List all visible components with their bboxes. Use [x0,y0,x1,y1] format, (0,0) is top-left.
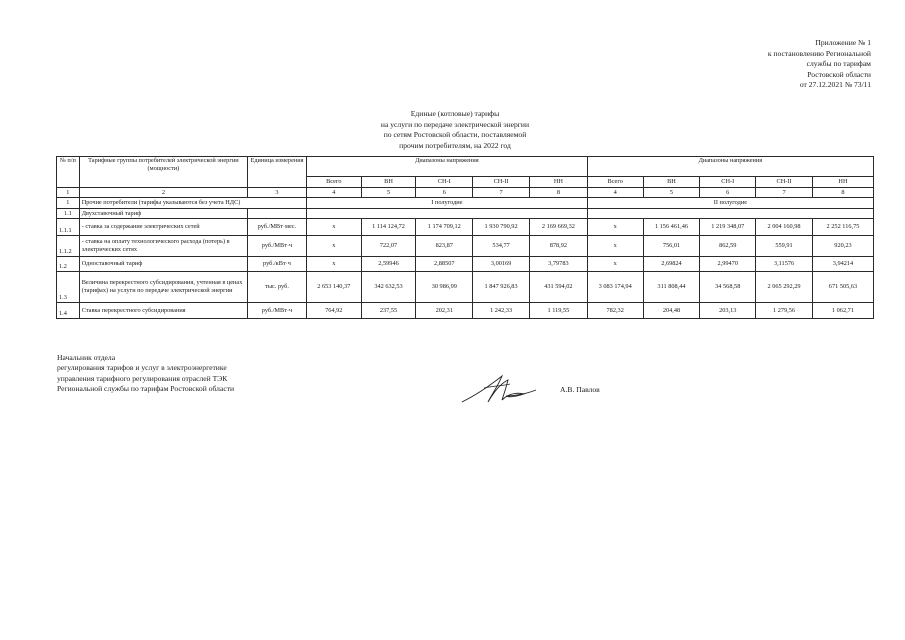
table-row [57,303,874,319]
row-number: 1.1.1 [57,219,80,236]
value-cell-h1: 1 242,33 [473,303,530,319]
value-cell-h1: 534,77 [473,236,530,257]
index-cell: 8 [812,188,873,198]
value-cell-h2: 1 219 348,07 [700,219,756,236]
header-no: № п/п [57,157,80,188]
empty-cell [248,209,307,219]
value-cell-h1: 1 930 790,92 [473,219,530,236]
row-number: 1.4 [57,303,80,319]
value-cell-h1: 1 174 709,12 [416,219,473,236]
value-cell-h2: 2,69824 [643,257,700,272]
header-unit: Единица измерения [248,157,307,188]
handwritten-signature [458,372,540,406]
table-row [57,219,874,236]
value-cell-h1: x [306,257,361,272]
title-line: на услуги по передаче электрической энергии [380,119,530,129]
row-unit: руб./МВт·ч [248,303,307,319]
value-cell-h2: x [587,236,643,257]
row-number: 1.3 [57,272,80,303]
index-cell: 8 [529,188,587,198]
value-cell-h2: 3,94214 [812,257,873,272]
row-label: Величина перекрестного субсидирования, учтенная в ценах (тарифах) на услуги по передаче электрической энергии [79,272,247,303]
index-cell: 5 [643,188,700,198]
value-cell-h2: 311 808,44 [643,272,700,303]
signature-block [57,353,297,395]
row-unit: тыс. руб. [248,272,307,303]
empty-cell [306,209,587,219]
header-row [57,157,874,177]
value-cell-h2: 2 065 292,29 [756,272,813,303]
index-cell: 4 [587,188,643,198]
value-cell-h1: 764,92 [306,303,361,319]
value-cell-h1: 2,88507 [416,257,473,272]
value-cell-h2: 559,91 [756,236,813,257]
appendix-line: к постановлению Региональной [767,48,871,58]
value-cell-h1: 1 847 926,83 [473,272,530,303]
value-cell-h1: 2,59946 [361,257,416,272]
value-cell-h2: 2 252 116,75 [812,219,873,236]
value-cell-h1: 823,87 [416,236,473,257]
value-cell-h2: 3 083 174,94 [587,272,643,303]
header-col: НН [529,177,587,188]
value-cell-h2: 1 279,56 [756,303,813,319]
value-cell-h1: 3,00169 [473,257,530,272]
tariff-table [56,156,874,319]
row-unit: руб./МВт·мес. [248,219,307,236]
value-cell-h2: 920,23 [812,236,873,257]
footer-line: Начальник отдела [57,353,116,362]
table-row [57,257,874,272]
value-cell-h2: x [587,219,643,236]
value-cell-h2: 756,01 [643,236,700,257]
index-cell: 6 [416,188,473,198]
value-cell-h2: 34 568,58 [700,272,756,303]
subsection-row [57,209,874,219]
appendix-line: Ростовской области [807,69,871,79]
header-range-h2: Диапазоны напряжения [587,157,873,177]
empty-cell [587,209,873,219]
index-cell: 3 [248,188,307,198]
subsection-no: 1.1 [57,209,80,219]
table-row [57,236,874,257]
signatory-name: А.В. Павлов [560,385,600,394]
value-cell-h1: 1 119,55 [529,303,587,319]
header-range-h1: Диапазоны напряжения [306,157,587,177]
value-cell-h2: 3,11576 [756,257,813,272]
value-cell-h2: 2,99470 [700,257,756,272]
appendix-line: службы по тарифам [806,59,871,69]
value-cell-h1: 2 169 669,32 [529,219,587,236]
value-cell-h1: x [306,219,361,236]
footer-line: регулирования тарифов и услуг в электроэнергетике [57,363,227,373]
value-cell-h2: 1 062,71 [812,303,873,319]
value-cell-h1: 431 594,02 [529,272,587,303]
document-title [300,109,610,151]
value-cell-h2: 671 505,63 [812,272,873,303]
section-half-2: II полугодие [587,198,873,209]
value-cell-h2: 204,48 [643,303,700,319]
section-label: Прочие потребители (тарифы указываются без учета НДС) [79,198,306,209]
row-label: Одноставочный тариф [79,257,247,272]
row-unit: руб./кВт·ч [248,257,307,272]
header-col: СН-I [416,177,473,188]
index-cell: 1 [57,188,80,198]
header-col: СН-II [756,177,813,188]
value-cell-h2: 203,13 [700,303,756,319]
value-cell-h1: 202,31 [416,303,473,319]
value-cell-h2: 1 156 461,46 [643,219,700,236]
header-group: Тарифные группы потребителей электрической энергии (мощности) [79,157,247,188]
value-cell-h1: 342 632,53 [361,272,416,303]
title-line: прочим потребителям, на 2022 год [399,140,511,150]
index-cell: 4 [306,188,361,198]
header-col: ВН [643,177,700,188]
section-no: 1 [57,198,80,209]
section-row [57,198,874,209]
header-col: СН-II [473,177,530,188]
value-cell-h1: 2 653 140,37 [306,272,361,303]
index-cell: 5 [361,188,416,198]
value-cell-h2: x [587,257,643,272]
row-label: - ставка на оплату технологического расхода (потерь) в электрических сетях [79,236,247,257]
index-cell: 7 [756,188,813,198]
value-cell-h2: 2 004 160,98 [756,219,813,236]
subsection-label: Двухставочный тариф [79,209,247,219]
value-cell-h1: 722,07 [361,236,416,257]
header-col: СН-I [700,177,756,188]
value-cell-h1: 1 114 124,72 [361,219,416,236]
row-number: 1.1.2 [57,236,80,257]
row-unit: руб./МВт·ч [248,236,307,257]
header-col: Всего [306,177,361,188]
data-rows [57,219,874,319]
value-cell-h2: 862,59 [700,236,756,257]
row-number: 1.2 [57,257,80,272]
appendix-date-line: от 27.12.2021 № 73/11 [799,80,871,90]
value-cell-h2: 782,32 [587,303,643,319]
value-cell-h1: 237,55 [361,303,416,319]
row-label: Ставка перекрестного субсидирования [79,303,247,319]
value-cell-h1: 3,79783 [529,257,587,272]
index-cell: 7 [473,188,530,198]
title-line: Единые (котловые) тарифы [410,109,500,118]
value-cell-h1: 30 986,99 [416,272,473,303]
index-row [57,188,874,198]
value-cell-h1: x [306,236,361,257]
header-col: ВН [361,177,416,188]
appendix-line: Приложение № 1 [815,38,871,47]
value-cell-h1: 878,92 [529,236,587,257]
section-half-1: I полугодие [306,198,587,209]
title-line: по сетям Ростовской области, поставляемой [383,130,527,140]
header-col: НН [812,177,873,188]
header-col: Всего [587,177,643,188]
row-label: - ставка за содержание электрических сетей [79,219,247,236]
table-row [57,272,874,303]
index-cell: 6 [700,188,756,198]
footer-line: управления тарифного регулирования отраслей ТЭК [57,373,228,383]
footer-line: Региональной службы по тарифам Ростовской области [57,384,235,394]
appendix-block [671,38,871,91]
index-cell: 2 [79,188,247,198]
